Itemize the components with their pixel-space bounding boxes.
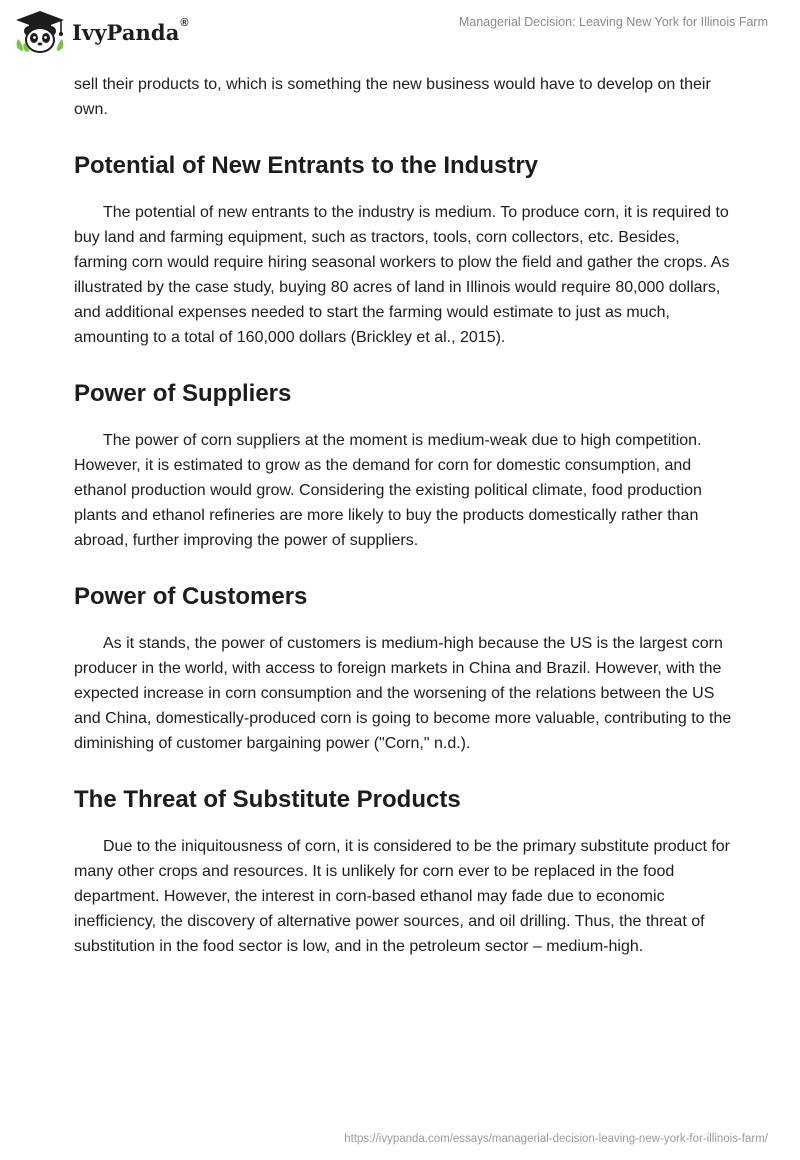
section-paragraph-suppliers: The power of corn suppliers at the moment is medium-weak due to high competition. However, it is estimated to grow as the demand for corn for domestic consumption, and ethanol production would grow. Considering the existing political climate, food production plants and ethanol refineries are more likely to buy the products domestically rather than abroad, further improving the power of suppliers. bbox=[74, 432, 702, 549]
section-heading-substitutes: The Threat of Substitute Products bbox=[74, 786, 461, 813]
lead-paragraph: sell their products to, which is something the new business would have to develop on their own. bbox=[74, 76, 711, 118]
section-paragraph-new-entrants: The potential of new entrants to the industry is medium. To produce corn, it is required to buy land and farming equipment, such as tractors, tools, corn collectors, etc. Besides, farming corn would require hiring seasonal workers to plow the field and gather the crops. As illustrated by the case study, buying 80 acres of land in Illinois would require 80,000 dollars, and additional expenses needed to start the farming would estimate to just as much, amounting to a total of 160,000 dollars (Brickley et al., 2015). bbox=[74, 204, 730, 346]
source-url-link[interactable]: https://ivypanda.com/essays/managerial-decision-leaving-new-york-for-illinois-farm/ bbox=[344, 1133, 768, 1145]
document-title: Managerial Decision: Leaving New York for Illinois Farm bbox=[458, 15, 768, 29]
page-header bbox=[0, 0, 800, 70]
section-heading-customers: Power of Customers bbox=[74, 583, 308, 610]
ivypanda-logo[interactable] bbox=[14, 9, 189, 53]
section-heading-new-entrants: Potential of New Entrants to the Industry bbox=[74, 152, 539, 179]
brand-name: IvyPanda® bbox=[72, 16, 189, 45]
section-paragraph-customers: As it stands, the power of customers is medium-high because the US is the largest corn producer in the world, with access to foreign markets in China and Brazil. However, with the expected increase in corn consumption and the worsening of the relations between the US and China, domestically-produced corn is going to become more valuable, contributing to the diminishing of customer bargaining power ("Corn," n.d.). bbox=[74, 635, 732, 752]
graduation-panda-icon bbox=[14, 9, 66, 53]
essay-body bbox=[74, 72, 734, 959]
section-paragraph-substitutes: Due to the iniquitousness of corn, it is considered to be the primary substitute product for many other crops and resources. It is unlikely for corn ever to be replaced in the food department. However, the interest in corn-based ethanol may fade due to economic inefficiency, the discovery of alternative power sources, and oil drilling. Thus, the threat of substitution in the food sector is low, and in the petroleum sector – medium-high. bbox=[74, 838, 730, 955]
registered-mark: ® bbox=[180, 16, 189, 29]
section-heading-suppliers: Power of Suppliers bbox=[74, 380, 292, 407]
